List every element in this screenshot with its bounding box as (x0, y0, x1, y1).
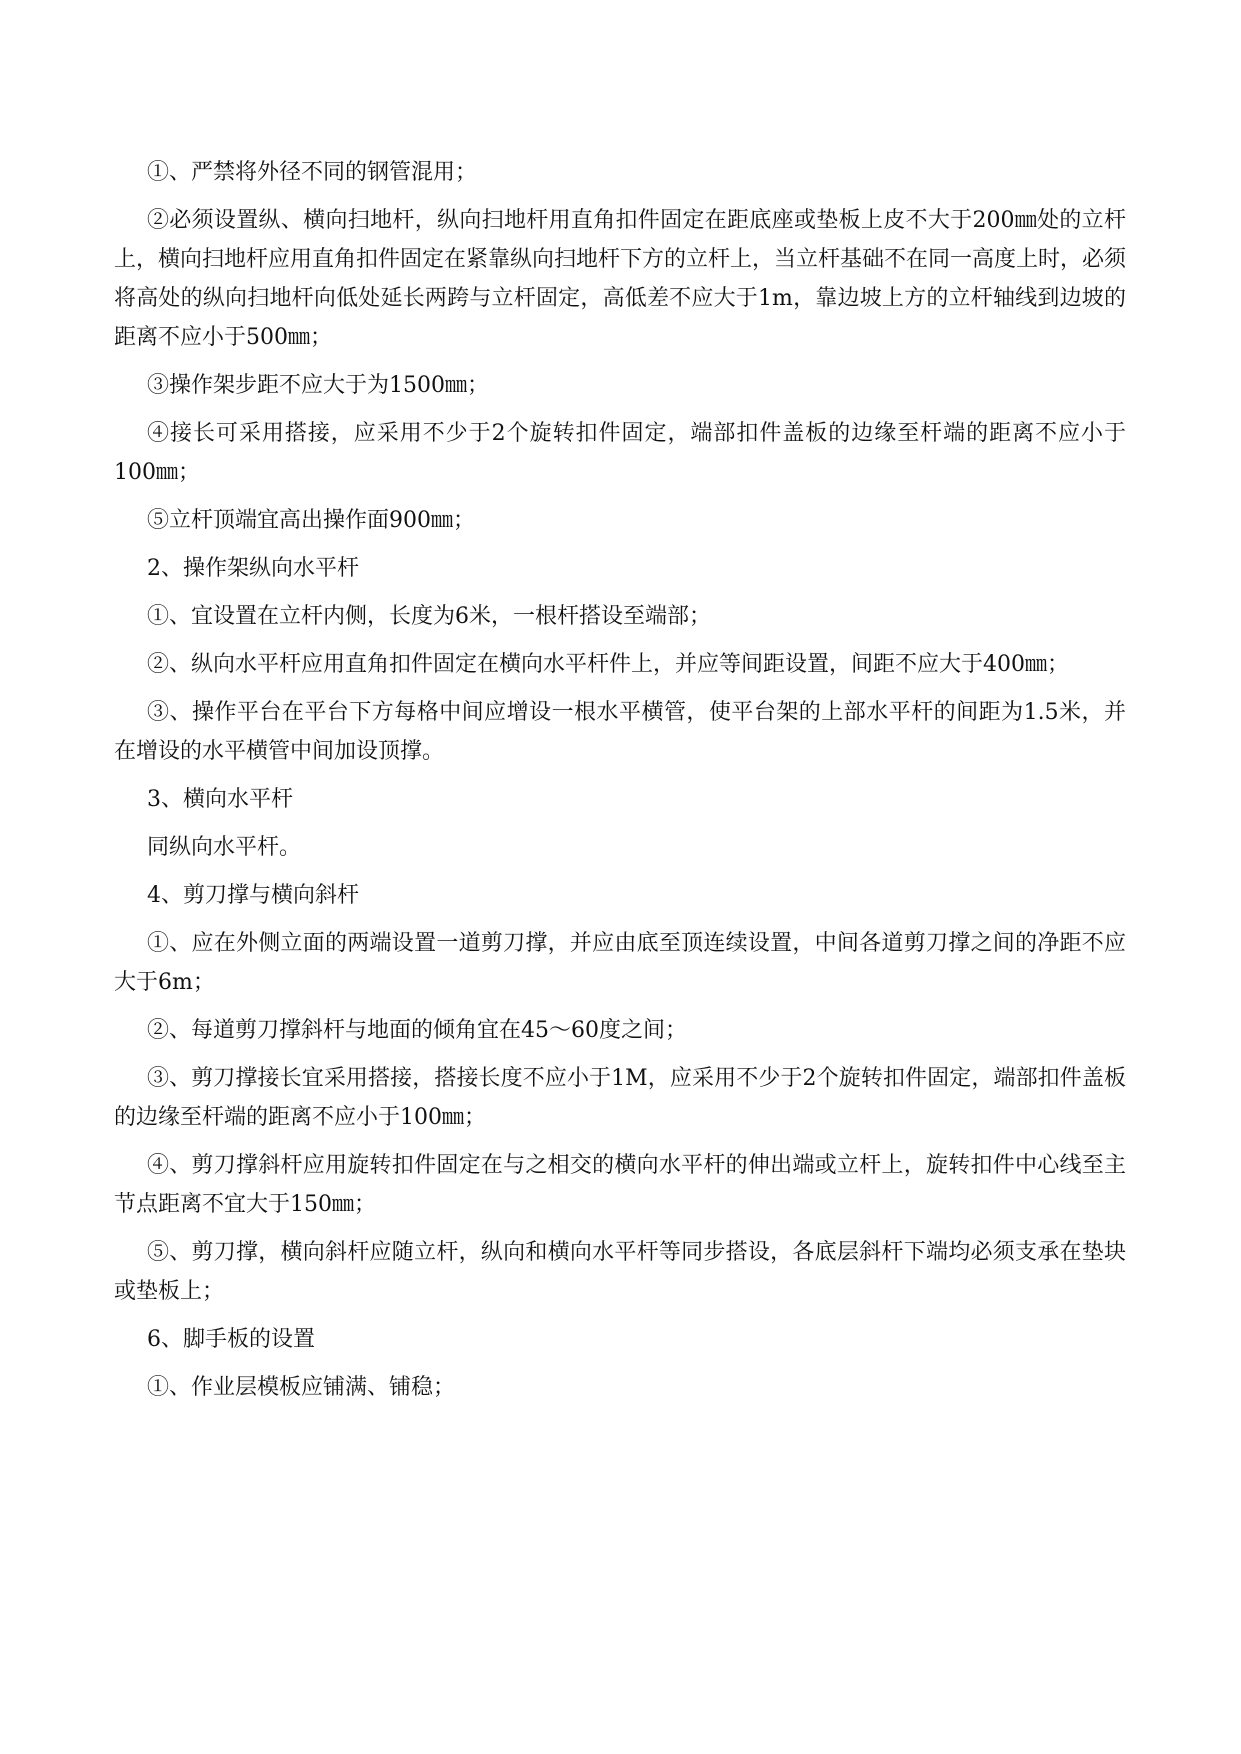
section-heading-6: 6、脚手板的设置 (147, 1327, 315, 1352)
paragraph-15: ①、作业层模板应铺满、铺稳； (147, 1375, 456, 1400)
paragraph-3: ③操作架步距不应大于为1500㎜； (147, 373, 489, 398)
section-heading-4: 4、剪刀撑与横向斜杆 (147, 883, 359, 908)
document-body (114, 153, 1126, 1416)
paragraph-9: 同纵向水平杆。 (147, 835, 302, 860)
paragraph-13: ④、剪刀撑斜杆应用旋转扣件固定在与之相交的横向水平杆的伸出端或立杆上，旋转扣件中心线至主节点距离不宜大于150㎜； (114, 1153, 1126, 1217)
paragraph-7: ②、纵向水平杆应用直角扣件固定在横向水平杆件上，并应等间距设置，间距不应大于400㎜； (147, 652, 1069, 677)
paragraph-14: ⑤、剪刀撑，横向斜杆应随立杆，纵向和横向水平杆等同步搭设，各底层斜杆下端均必须支承在垫块或垫板上； (114, 1240, 1126, 1304)
paragraph-10: ①、应在外侧立面的两端设置一道剪刀撑，并应由底至顶连续设置，中间各道剪刀撑之间的净距不应大于6m； (114, 931, 1126, 995)
paragraph-2: ②必须设置纵、横向扫地杆，纵向扫地杆用直角扣件固定在距底座或垫板上皮不大于200㎜处的立杆上，横向扫地杆应用直角扣件固定在紧靠纵向扫地杆下方的立杆上，当立杆基础不在同一高度上时，必须将高处的纵向扫地杆向低处延长两跨与立杆固定，高低差不应大于1m，靠边坡上方的立杆轴线到边坡的距离不应小于500㎜； (114, 208, 1127, 350)
paragraph-12: ③、剪刀撑接长宜采用搭接，搭接长度不应小于1M，应采用不少于2个旋转扣件固定，端部扣件盖板的边缘至杆端的距离不应小于100㎜； (114, 1066, 1126, 1130)
paragraph-5: ⑤立杆顶端宜高出操作面900㎜； (147, 508, 475, 533)
paragraph-11: ②、每道剪刀撑斜杆与地面的倾角宜在45～60度之间； (147, 1018, 687, 1043)
section-heading-2: 2、操作架纵向水平杆 (147, 556, 359, 581)
paragraph-6: ①、宜设置在立杆内侧，长度为6米，一根杆搭设至端部； (147, 604, 711, 629)
paragraph-1: ①、严禁将外径不同的钢管混用； (147, 160, 478, 185)
paragraph-4: ④接长可采用搭接，应采用不少于2个旋转扣件固定，端部扣件盖板的边缘至杆端的距离不应小于100㎜； (114, 421, 1126, 485)
paragraph-8: ③、操作平台在平台下方每格中间应增设一根水平横管，使平台架的上部水平杆的间距为1.5米，并在增设的水平横管中间加设顶撑。 (114, 700, 1126, 764)
section-heading-3: 3、横向水平杆 (147, 787, 293, 812)
